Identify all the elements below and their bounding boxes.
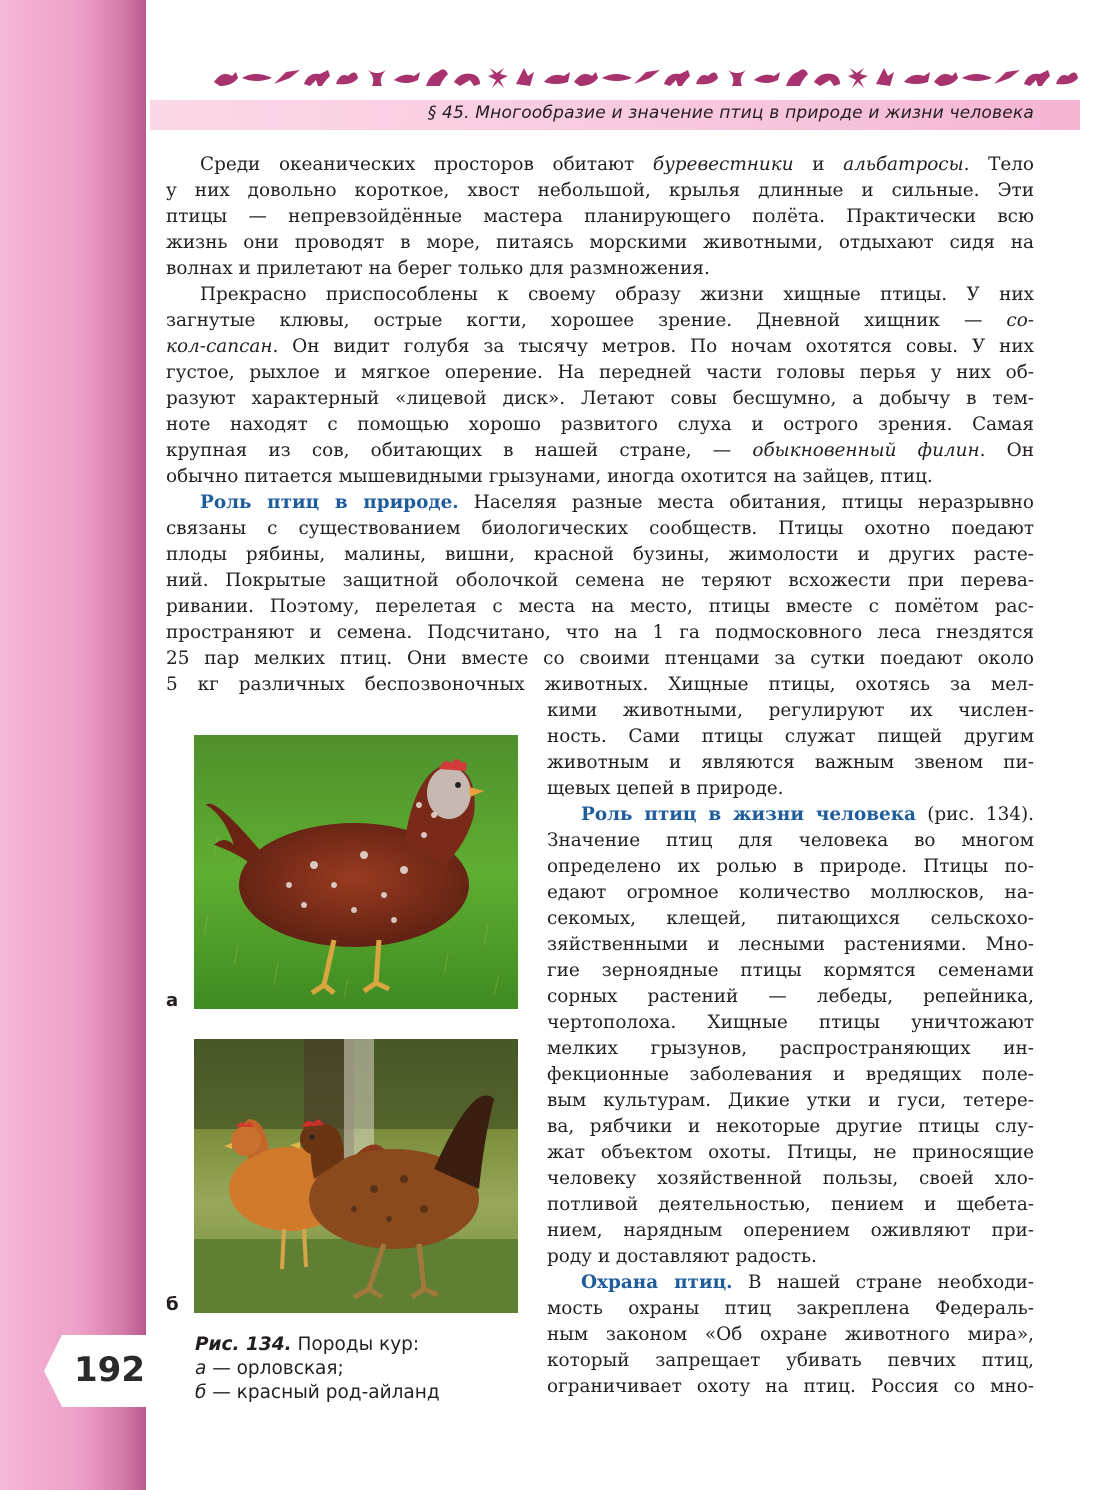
text-run: жат объектом охоты. Птицы, не приносящие bbox=[547, 1142, 1034, 1163]
text-line bbox=[166, 516, 1034, 542]
italic-term: кол-сапсан bbox=[166, 336, 273, 357]
text-line bbox=[166, 152, 1034, 178]
text-line bbox=[166, 490, 1034, 516]
chapter-title: § 45. Многообразие и значение птиц в природе и жизни человека bbox=[427, 103, 1034, 123]
caption-b-letter: б bbox=[195, 1382, 207, 1403]
animal-silhouette-icon bbox=[242, 74, 272, 81]
photo-orlov-chicken bbox=[194, 735, 518, 1009]
animal-silhouette-icon bbox=[602, 74, 632, 81]
text-run: ва, рябчики и некоторые другие птицы слу- bbox=[547, 1116, 1034, 1137]
animal-silhouette-icon bbox=[848, 68, 868, 88]
text-line bbox=[166, 412, 1034, 438]
animal-silhouette-icon bbox=[728, 70, 746, 86]
chapter-header-bar bbox=[150, 100, 1080, 130]
page-side-band bbox=[0, 0, 146, 1490]
text-line bbox=[166, 542, 1034, 568]
section-heading-nature: Роль птиц в природе. bbox=[200, 492, 459, 513]
text-line bbox=[547, 1218, 1034, 1244]
text-run: ным законом «Об охране животного мира», bbox=[547, 1324, 1034, 1345]
text-line bbox=[166, 620, 1034, 646]
text-line bbox=[547, 1296, 1034, 1322]
text-line bbox=[166, 308, 1034, 334]
animal-silhouette-icon bbox=[394, 72, 420, 83]
text-line bbox=[547, 776, 1034, 802]
text-run: . Он bbox=[979, 440, 1034, 461]
text-line bbox=[166, 464, 1034, 490]
text-run: чертополоха. Хищные птицы уничтожают bbox=[547, 1012, 1034, 1033]
text-run: Прекрасно приспособлены к своему образу жизни хищные птицы. У них bbox=[200, 284, 1034, 305]
animal-silhouette-icon bbox=[634, 70, 660, 84]
animal-silhouette-icon bbox=[544, 72, 570, 84]
text-line bbox=[547, 1322, 1034, 1348]
animal-silhouette-icon bbox=[368, 70, 386, 86]
animal-silhouette-icon bbox=[426, 69, 448, 86]
section-heading-protection: Охрана птиц. bbox=[581, 1272, 733, 1293]
text-line bbox=[547, 828, 1034, 854]
text-run: 5 кг различных беспозвоночных животных. Хищные птицы, охотясь за мел- bbox=[166, 674, 1034, 695]
section-heading-human: Роль птиц в жизни человека bbox=[581, 804, 916, 825]
page-number: 192 bbox=[74, 1350, 145, 1390]
text-line bbox=[166, 672, 1034, 698]
animal-silhouette-icon bbox=[664, 70, 690, 86]
text-line bbox=[547, 750, 1034, 776]
text-line bbox=[547, 1088, 1034, 1114]
text-line bbox=[547, 854, 1034, 880]
caption-a-letter: а bbox=[195, 1358, 207, 1379]
text-run: определено их ролью в природе. Птицы по- bbox=[547, 856, 1034, 877]
caption-a-text: — орловская; bbox=[206, 1358, 344, 1379]
animal-silhouette-icon bbox=[574, 72, 598, 86]
text-run: щевых цепей в природе. bbox=[547, 778, 784, 799]
text-line bbox=[547, 932, 1034, 958]
text-run: жизнь они проводят в море, питаясь морскими животными, отдыхают сидя на bbox=[166, 232, 1034, 253]
text-line bbox=[547, 1036, 1034, 1062]
text-run: ограничивает охоту на птиц. Россия со мно- bbox=[547, 1376, 1034, 1397]
animal-silhouette-icon bbox=[904, 72, 930, 84]
text-run: мость охраны птиц закреплена Федераль- bbox=[547, 1298, 1034, 1319]
text-line bbox=[547, 1270, 1034, 1296]
text-run: кими животными, регулируют их числен- bbox=[547, 700, 1034, 721]
animal-silhouette-icon bbox=[516, 68, 534, 86]
text-run: обычно питается мышевидными грызунами, иногда охотится на зайцев, птиц. bbox=[166, 466, 933, 487]
section-bird-protection bbox=[547, 1270, 1034, 1400]
text-line bbox=[547, 1348, 1034, 1374]
animal-silhouette-icon bbox=[814, 74, 840, 86]
figure-letter-a: а bbox=[166, 990, 179, 1011]
animal-silhouette-icon bbox=[488, 68, 508, 88]
text-line bbox=[166, 204, 1034, 230]
text-run: ний. Покрытые защитной оболочкой семена не теряют всхожести при перева- bbox=[166, 570, 1034, 591]
text-run: ность. Сами птицы служат пищей другим bbox=[547, 726, 1034, 747]
text-line bbox=[547, 1114, 1034, 1140]
text-line bbox=[547, 698, 1034, 724]
text-run: потливой деятельностью, пением и щебета- bbox=[547, 1194, 1034, 1215]
text-run: который запрещает убивать певчих птиц, bbox=[547, 1350, 1034, 1371]
text-run: 25 пар мелких птиц. Они вместе со своими птенцами за сутки поедают около bbox=[166, 648, 1034, 669]
text-run: сорных растений — лебеды, репейника, bbox=[547, 986, 1034, 1007]
figure-letter-b: б bbox=[166, 1294, 179, 1315]
animal-silhouette-icon bbox=[962, 74, 992, 81]
text-line bbox=[166, 334, 1034, 360]
animal-silhouette-icon bbox=[934, 72, 958, 86]
text-run: . Тело bbox=[963, 154, 1034, 175]
text-run: ривании. Поэтому, перелетая с места на место, птицы вместе с помётом рас- bbox=[166, 596, 1034, 617]
animal-silhouette-icon bbox=[1024, 70, 1050, 86]
paragraph-birds-of-prey bbox=[166, 282, 1034, 490]
animal-silhouette-icon bbox=[336, 72, 358, 84]
text-run: В нашей стране необходи- bbox=[732, 1272, 1034, 1293]
text-line bbox=[166, 594, 1034, 620]
animal-silhouettes-decoration bbox=[210, 60, 1080, 92]
text-line bbox=[166, 360, 1034, 386]
section-role-in-nature-continued bbox=[547, 698, 1034, 802]
italic-term: обыкновенный филин bbox=[752, 440, 980, 461]
text-line bbox=[547, 1244, 1034, 1270]
text-line bbox=[166, 282, 1034, 308]
text-line bbox=[547, 1374, 1034, 1400]
animal-silhouette-icon bbox=[696, 72, 718, 84]
text-run: крупная из сов, обитающих в нашей стране, — bbox=[166, 440, 753, 461]
text-run: мелких грызунов, распространяющих ин- bbox=[547, 1038, 1034, 1059]
text-run: птицы — непревзойдённые мастера планирующего полёта. Практически всю bbox=[166, 206, 1034, 227]
text-line bbox=[166, 256, 1034, 282]
text-line bbox=[547, 906, 1034, 932]
italic-term: со- bbox=[1006, 310, 1034, 331]
text-run: плоды рябины, малины, вишни, красной бузины, жимолости и других расте- bbox=[166, 544, 1034, 565]
animal-silhouette-icon bbox=[274, 70, 300, 84]
text-line bbox=[547, 724, 1034, 750]
text-line bbox=[547, 984, 1034, 1010]
figure-caption bbox=[195, 1333, 440, 1405]
text-run: Населяя разные места обитания, птицы неразрывно bbox=[458, 492, 1034, 513]
section-role-in-nature bbox=[166, 490, 1034, 698]
photo-rhode-island-red-chickens bbox=[194, 1039, 518, 1313]
text-line bbox=[166, 178, 1034, 204]
text-line bbox=[547, 1140, 1034, 1166]
text-run: у них довольно короткое, хвост небольшой, крылья длинные и сильные. Эти bbox=[166, 180, 1034, 201]
text-run: гие зерноядные птицы кормятся семенами bbox=[547, 960, 1034, 981]
text-run: густое, рыхлое и мягкое оперение. На передней части головы перья у них об- bbox=[166, 362, 1034, 383]
text-line bbox=[547, 1010, 1034, 1036]
text-line bbox=[166, 386, 1034, 412]
section-role-in-human-life bbox=[547, 802, 1034, 1270]
animal-silhouette-icon bbox=[304, 70, 330, 86]
text-line bbox=[166, 230, 1034, 256]
paragraph-seabirds bbox=[166, 152, 1034, 282]
italic-term: буревестники bbox=[652, 154, 794, 175]
text-run: Значение птиц для человека во многом bbox=[547, 830, 1034, 851]
caption-title: Рис. 134. bbox=[195, 1334, 292, 1355]
text-line bbox=[166, 646, 1034, 672]
animal-silhouette-icon bbox=[994, 70, 1020, 84]
text-line bbox=[166, 568, 1034, 594]
text-run: секомых, клещей, питающихся сельскохо- bbox=[547, 908, 1034, 929]
animal-silhouette-icon bbox=[754, 72, 780, 83]
text-line bbox=[547, 1166, 1034, 1192]
text-run: человеку хозяйственной пользы, своей хло- bbox=[547, 1168, 1034, 1189]
text-run: . Он видит голубя за тысячу метров. По ночам охотятся совы. У них bbox=[272, 336, 1034, 357]
text-line bbox=[166, 438, 1034, 464]
text-run: нием, нарядным оперением оживляют при- bbox=[547, 1220, 1034, 1241]
animal-silhouette-icon bbox=[214, 72, 238, 86]
text-line bbox=[547, 1062, 1034, 1088]
text-line bbox=[547, 1192, 1034, 1218]
text-run: роду и доставляют радость. bbox=[547, 1246, 817, 1267]
animal-silhouette-icon bbox=[876, 68, 894, 86]
text-run: ноте находят с помощью хорошо развитого слуха и острого зрения. Самая bbox=[166, 414, 1034, 435]
caption-b-text: — красный род-айланд bbox=[206, 1382, 440, 1403]
text-run: загнутые клювы, острые когти, хорошее зрение. Дневной хищник — bbox=[166, 310, 1007, 331]
caption-text: Породы кур: bbox=[291, 1334, 420, 1355]
text-run: волнах и прилетают на берег только для размножения. bbox=[166, 258, 710, 279]
text-run: зяйственными и лесными растениями. Мно- bbox=[547, 934, 1034, 955]
text-run: едают огромное количество моллюсков, на- bbox=[547, 882, 1034, 903]
text-run: разуют характерный «лицевой диск». Летают совы бесшумно, а добычу в тем- bbox=[166, 388, 1034, 409]
text-line bbox=[547, 802, 1034, 828]
text-run: связаны с существованием биологических сообществ. Птицы охотно поедают bbox=[166, 518, 1034, 539]
text-run: Среди океанических просторов обитают bbox=[200, 154, 653, 175]
text-run: пространяют и семена. Подсчитано, что на 1 га подмосковного леса гнездятся bbox=[166, 622, 1034, 643]
text-run: (рис. 134). bbox=[915, 804, 1034, 825]
italic-term: альбатросы bbox=[843, 154, 964, 175]
animal-silhouette-icon bbox=[454, 74, 480, 86]
text-line bbox=[547, 880, 1034, 906]
text-run: животным и являются важным звеном пи- bbox=[547, 752, 1034, 773]
text-line bbox=[547, 958, 1034, 984]
animal-silhouette-icon bbox=[1056, 72, 1078, 84]
animal-silhouette-icon bbox=[786, 69, 808, 86]
text-run: и bbox=[793, 154, 844, 175]
text-run: вым культурам. Дикие утки и гуси, тетере- bbox=[547, 1090, 1034, 1111]
text-run: фекционные заболевания и вредящих поле- bbox=[547, 1064, 1034, 1085]
